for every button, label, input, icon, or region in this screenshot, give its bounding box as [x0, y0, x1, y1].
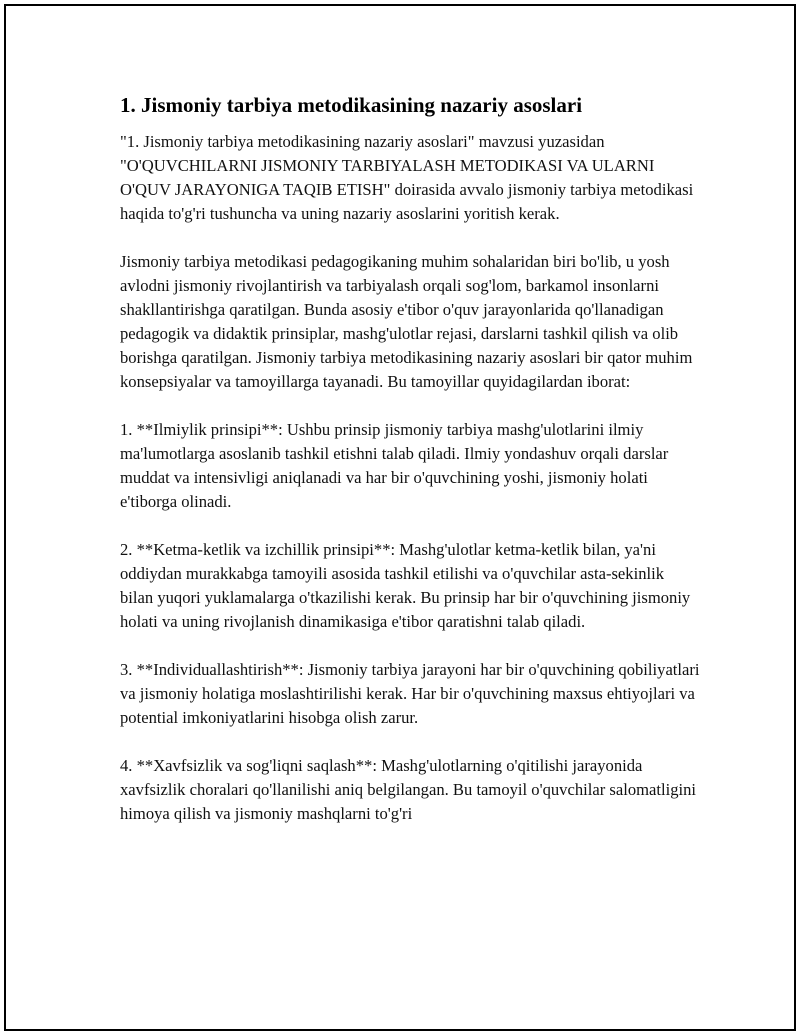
document-page	[4, 4, 796, 1031]
paragraph-intro: "1. Jismoniy tarbiya metodikasining nazariy asoslari" mavzusi yuzasidan "O'QUVCHILARNI JISMONIY TARBIYALASH METODIKASI VA ULARNI O'QUV JARAYONIGA TAQIB ETISH" doirasida avvalo jismoniy tarbiya metodikasi haqida to'g'ri tushuncha va uning nazariy asoslarini yoritish kerak.	[120, 132, 694, 223]
document-body	[120, 92, 700, 850]
paragraph-overview: Jismoniy tarbiya metodikasi pedagogikaning muhim sohalaridan biri bo'lib, u yosh avlodni jismoniy rivojlantirish va tarbiyalash orqali sog'lom, barkamol insonlarni shakllantirishga qaratilgan. Bunda asosiy e'tibor o'quv jarayonlarida qo'llanadigan pedagogik va didaktik prinsiplar, mashg'ulotlar rejasi, darslarni tashkil qilish va olib borishga qaratilgan. Jismoniy tarbiya metodikasining nazariy asoslari bir qator muhim konsepsiyalar va tamoyillarga tayanadi. Bu tamoyillar quyidagilardan iborat:	[120, 252, 693, 391]
paragraph-principle-1: 1. **Ilmiylik prinsipi**: Ushbu prinsip jismoniy tarbiya mashg'ulotlarini ilmiy ma'lumotlarga asoslanib tashkil etishni talab qiladi. Ilmiy yondashuv orqali darslar muddat va intensivligi aniqlanadi va har bir o'quvchining yoshi, jismoniy holati e'tiborga olinadi.	[120, 420, 669, 511]
paragraph-principle-4: 4. **Xavfsizlik va sog'liqni saqlash**: Mashg'ulotlarning o'qitilishi jarayonida xavfsizlik choralari qo'llanilishi aniq belgilangan. Bu tamoyil o'quvchilar salomatligini himoya qilish va jismoniy mashqlarni to'g'ri	[120, 756, 697, 823]
document-title: 1. Jismoniy tarbiya metodikasining nazariy asoslari	[120, 93, 583, 117]
paragraph-principle-2: 2. **Ketma-ketlik va izchillik prinsipi**: Mashg'ulotlar ketma-ketlik bilan, ya'ni oddiydan murakkabga tamoyili asosida tashkil etilishi va o'quvchilar asta-sekinlik bilan yuqori yuklamalarga o'tkazilishi kerak. Bu prinsip har bir o'quvchining jismoniy holati va uning rivojlanish dinamikasiga e'tibor qaratishni talab qiladi.	[120, 540, 691, 631]
paragraph-principle-3: 3. **Individuallashtirish**: Jismoniy tarbiya jarayoni har bir o'quvchining qobiliyatlari va jismoniy holatiga moslashtirilishi kerak. Har bir o'quvchining maxsus ehtiyojlari va potential imkoniyatlarini hisobga olish zarur.	[120, 660, 700, 727]
